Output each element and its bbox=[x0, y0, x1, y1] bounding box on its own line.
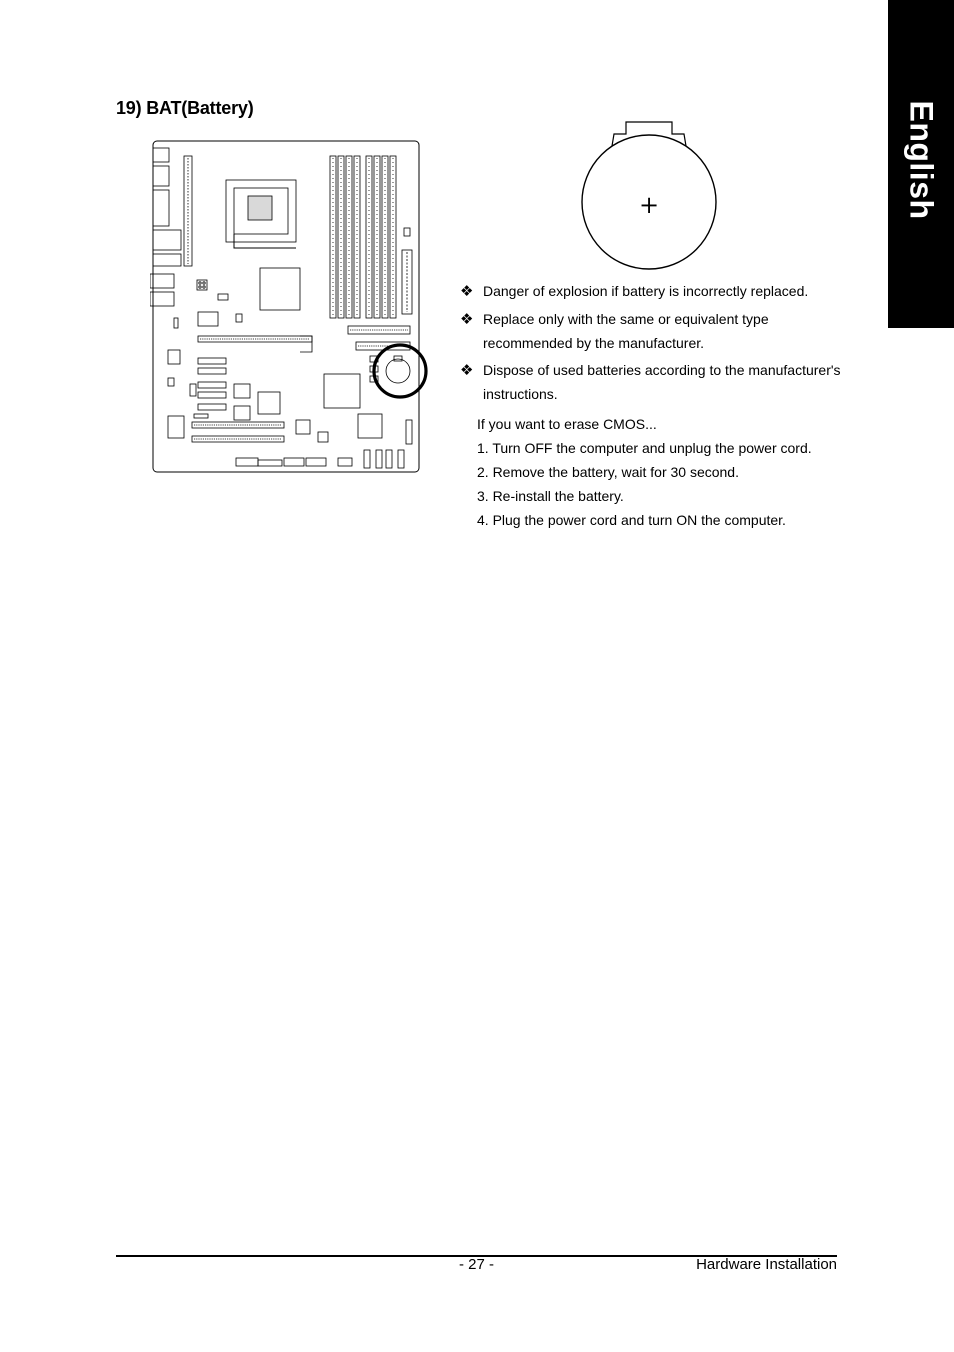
warning-text: Dispose of used batteries according to the manufacturer's instructions. bbox=[483, 362, 841, 402]
diamond-bullet-icon: ❖ bbox=[460, 362, 474, 379]
language-tab-label: English bbox=[903, 100, 940, 220]
cmos-step: 2. Remove the battery, wait for 30 second. bbox=[477, 464, 739, 480]
motherboard-diagram bbox=[150, 138, 434, 478]
battery-diagram bbox=[578, 118, 720, 272]
footer-section-name: Hardware Installation bbox=[696, 1256, 837, 1273]
diamond-bullet-icon: ❖ bbox=[460, 311, 474, 328]
page-number: - 27 - bbox=[459, 1256, 495, 1273]
section-title: 19) BAT(Battery) bbox=[116, 98, 254, 118]
warning-text: Replace only with the same or equivalent type recommended by the manufacturer. bbox=[483, 311, 769, 351]
cmos-step: 3. Re-install the battery. bbox=[477, 488, 624, 504]
diamond-bullet-icon: ❖ bbox=[460, 283, 474, 300]
battery-polarity-label: + bbox=[638, 191, 660, 219]
warning-item bbox=[460, 308, 844, 355]
warning-item bbox=[460, 359, 844, 406]
cmos-step: 1. Turn OFF the computer and unplug the power cord. bbox=[477, 440, 812, 456]
warning-text: Danger of explosion if battery is incorrectly replaced. bbox=[483, 283, 809, 299]
warning-item bbox=[460, 280, 844, 304]
cmos-step: 4. Plug the power cord and turn ON the computer. bbox=[477, 512, 786, 528]
cmos-intro: If you want to erase CMOS... bbox=[477, 416, 657, 432]
language-tab bbox=[888, 0, 954, 328]
